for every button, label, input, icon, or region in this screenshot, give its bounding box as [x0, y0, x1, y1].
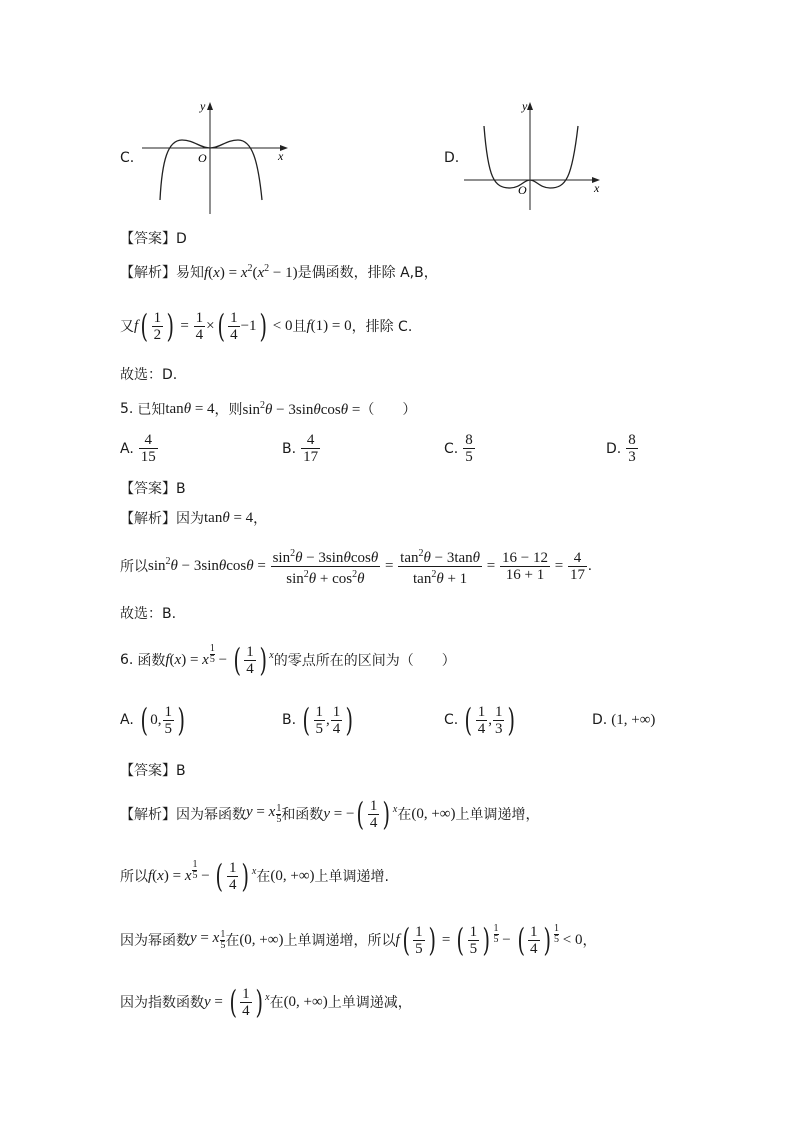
- q5-analysis-line1: 【解析】 因为 tanθ = 4 ，: [120, 509, 268, 527]
- q6-analysis-line4: 因为指数函数 y = ( $\frac{1}{4}$ ) $^x$ 在 (0, +∞) 上单调递减，: [120, 983, 412, 1021]
- q6-option-c: C. ( $\frac{1}{4}$ , $\frac{1}{3}$ ): [444, 701, 516, 739]
- q6-analysis-line3: 因为幂函数 y = x $\frac{1}{5}$ 在 (0, +∞) 上单调递增，所以 f( $\frac{1}{5}$ ) = ( $\frac{1}{5}$ ) $\frac{1}{5}$ − ( $\frac{1}{4}$ ) $\frac{1}{5}$ < 0 ，: [120, 921, 597, 959]
- graph-d: [460, 98, 610, 214]
- q6-option-b: B. ( $\frac{1}{5}$ , $\frac{1}{4}$ ): [282, 701, 354, 739]
- q5-answer: 【答案】B: [120, 481, 186, 497]
- option-d-label: D.: [444, 150, 460, 166]
- q5-option-c: C. $\frac{8}{5}$: [444, 432, 473, 465]
- q6-analysis-line1: 【解析】 因为幂函数 y = x $\frac{1}{5}$ 和函数 y = −( $\frac{1}{4}$ ) $^x$ 在 (0, +∞) 上单调递增，: [120, 795, 540, 833]
- graph-c: [140, 100, 300, 218]
- q6-stem: 6. 函数 f(x) = x $\frac{1}{5}$ − ( $\frac{1}{4}$ ) $^x$ 的零点所在的区间为（ ）: [120, 641, 456, 679]
- q5-conclusion: 故选：B.: [120, 606, 177, 622]
- q4-analysis-line2: 又 f( $\frac{1}{2}$ ) = $\frac{1}{4}$ ×( $\frac{1}{4}$ −1) < 0 且 f(1) = 0 ，排除 C.: [120, 307, 413, 345]
- q6-analysis-line2: 所以 f(x) = x $\frac{1}{5}$ − ( $\frac{1}{4}$ ) $^x$ 在 (0, +∞) 上单调递增.: [120, 857, 389, 895]
- q5-analysis-line2: 所以 $\sin^2\theta - 3\sin\theta\cos\theta$ = $\frac{\sin^2\theta - 3\sin\theta\cos\theta}{\sin^2\theta + \cos^2\theta}$ = $\frac{\tan^2\theta - 3\tan\theta}{\tan^2\theta + 1}$ = $\frac{16 - 12}{16 + 1}$ = $\frac{4}{17}$ .: [120, 547, 592, 587]
- q6-option-d: D. (1, +∞): [592, 711, 656, 728]
- graph-d-origin: O: [518, 183, 527, 197]
- option-c-label: C.: [120, 150, 135, 166]
- q5-option-a: A. $\frac{4}{15}$: [120, 432, 156, 465]
- graph-d-x-label: x: [594, 181, 600, 195]
- q4-conclusion: 故选：D.: [120, 367, 178, 383]
- graph-d-y-label: y: [522, 99, 528, 113]
- q6-answer: 【答案】B: [120, 763, 186, 779]
- q5-option-b: B. $\frac{4}{17}$: [282, 432, 319, 465]
- q4-analysis-line1: 【解析】 易知 $f(x) = x^2(x^2 - 1)$ 是偶函数，排除 A,B，: [120, 262, 438, 281]
- q6-option-a: A. ( 0, $\frac{1}{5}$ ): [120, 701, 186, 739]
- q5-option-d: D. $\frac{8}{3}$: [606, 432, 636, 465]
- graph-c-x-label: x: [278, 149, 284, 163]
- graph-c-y-label: y: [200, 100, 206, 113]
- graph-c-origin: O: [198, 151, 207, 165]
- q5-stem: 5. 已知 tanθ = 4 ，则 $\sin^2\theta - 3\sin\theta\cos\theta$ = （ ）: [120, 399, 417, 418]
- q4-answer: 【答案】D: [120, 231, 187, 247]
